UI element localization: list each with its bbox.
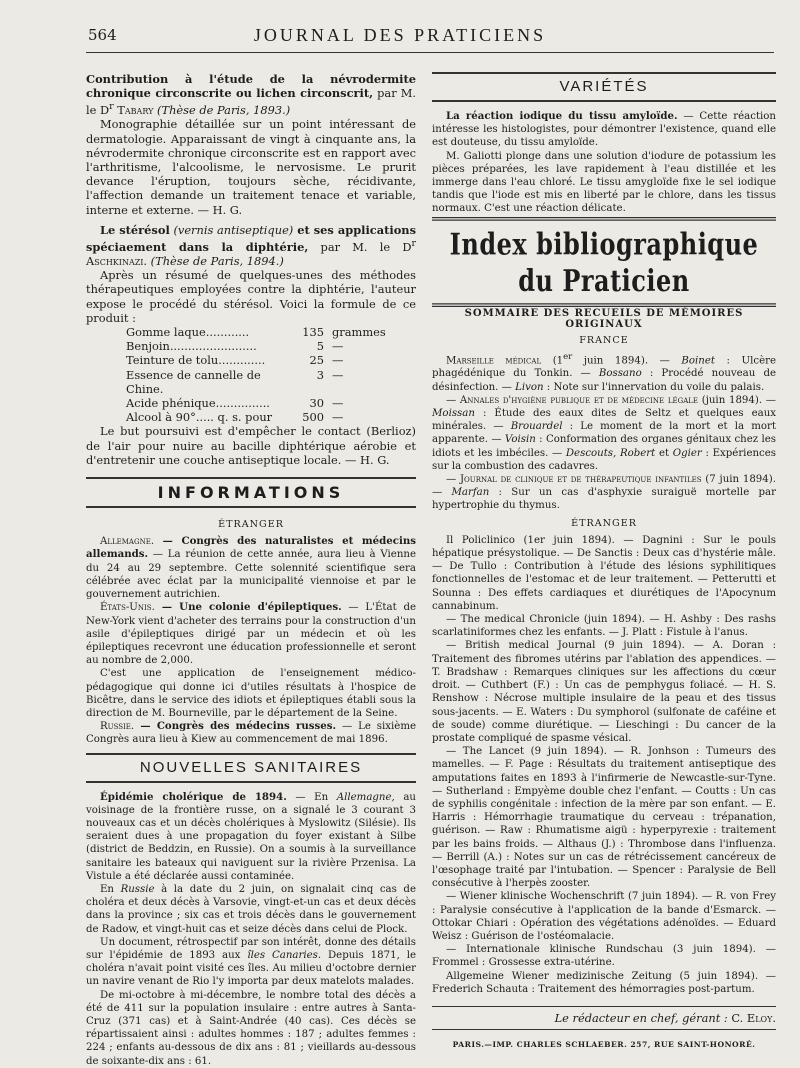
info-text: — La réunion de cette année, aura lieu à Vienne du 24 au 29 septembre. Cette solennité scientifique sera célébrée avec éclat par la municipalité viennoise et par le gouvernement autrichien.: [86, 549, 416, 601]
running-head: JOURNAL DES PRATICIENS: [253, 25, 547, 45]
text-run: (juin 1894). —: [698, 394, 776, 406]
author-name: Boinet: [681, 355, 715, 367]
france-section: [432, 351, 776, 513]
author-name: Livon: [515, 381, 544, 393]
art2-source: (Thèse de Paris, 1894.): [147, 254, 284, 269]
author-name: Ogier: [672, 447, 702, 459]
art1-sup: r: [109, 101, 114, 113]
header-rule: [86, 52, 774, 53]
formula-unit: —: [332, 396, 344, 411]
author-name: Voisin: [504, 434, 536, 446]
info-text: — Le sixième Congrès aura lieu à Kiew au commencement de mai 1896.: [86, 721, 417, 746]
formula-qty: 30: [309, 396, 324, 411]
text-run: Allemagne,: [336, 791, 395, 803]
formula-row: [126, 339, 416, 353]
etranger-entry-3: — British medical Journal (9 juin 1894). — A. Doran : Traitement des fibromes utérins par l'ablation des appendices. — T. Bradshaw : Remarques cliniques sur les affections du cœur droit. — Cuthbert (F.) : Un cas de pemphygus foliacé. — H. S. Renshow : Nécrose multiple insulaire de la peau et des tissus sous-jacents. — E. Waters : Du symphorol (sulfonate de caféine et de soude) comme diurétique. — Lieschingi : Du cancer de la prostate compliqué de spasme vésical.: [432, 640, 776, 744]
info-item-paragraph: C'est une application de l'enseignement médico-pédagogique qui donne ici d'utiles résultats à l'hospice de Bicêtre, dans le service des idiots et épileptiques établi sous la direction de M. Bourneville, par le département de la Seine.: [86, 668, 416, 719]
art2-heading: [86, 223, 416, 268]
text-run: Depuis 1871, le choléra n'avait point visité ces îles. Au milieu d'octobre dernier un navire venant de Rio l'y importa par deux matelots malades.: [86, 949, 417, 988]
text-run: et: [655, 447, 673, 459]
france-entry-2: [432, 394, 776, 473]
info-text: — L'État de New-York vient d'acheter des terrains pour la construction d'un asile d'épileptiques dirigé par un médecin et où les épileptiques recevront une éducation professionnelle et seront au nombre de 2,000.: [86, 602, 416, 667]
art2-conclusion: Le but poursuivi est d'empêcher le contact (Berlioz) de l'air pour nuire au bacille diphtérique aérobie et d'entretenir une couche antiseptique locale. — H. G.: [86, 424, 416, 467]
formula-name: Gomme laque............: [126, 325, 250, 340]
varietes-para-1: [432, 110, 776, 150]
art1-body: Monographie détaillée sur un point intéressant de dermatologie. Apparaissant de vingt à cinquante ans, la névrodermite chronique circonscrite est en rapport avec l'arthritisme, l'alcoolisme, le nervosisme. Le prurit devance l'éruption, toujours sèche, récidivante, l'affection demande un traitement tenace et variable, interne et externe. — H. G.: [86, 117, 416, 217]
art2-title-a: Le stérésol: [100, 222, 170, 237]
formula-row: [126, 410, 416, 424]
index-title: Index bibliographique du Praticien: [432, 217, 776, 307]
text-run: En: [100, 883, 121, 895]
info-country: Allemagne.: [100, 536, 155, 548]
editor-signature: [432, 1006, 776, 1030]
varietes-title: La réaction iodique du tissu amyloïde.: [446, 110, 678, 122]
nouvelles-para-3: [86, 936, 416, 989]
text-run: au voisinage de la frontière russe, on a signalé le 3 courant 3 nouveaux cas et un décès cholériques à Myslowitz (Silésie). Ils seraient dues à une propagation du foyer existant à Silbe (district de Beddzin, en Russie). On a soumis à la surveillance sanitaire les bateaux qui naviguent sur la rivière Przenisa. La Vistule a été déclarée aussi contaminée.: [86, 791, 416, 882]
france-entry-1: [432, 351, 776, 394]
text-run: (1: [541, 355, 564, 367]
formula-qty: 135: [302, 325, 324, 340]
formula-qty: 25: [309, 353, 324, 368]
text-run: : Sur un cas d'asphyxie suraiguë mortelle par hypertrophie du thymus.: [432, 487, 776, 512]
art2-body: Après un résumé de quelques-unes des méthodes thérapeutiques employées contre la diphtérie, l'auteur expose le procédé du stérésol. Voici la formule de ce produit :: [86, 268, 416, 325]
formula-name: Teinture de tolu.............: [126, 353, 266, 368]
signature-name: C. Eloy.: [731, 1010, 776, 1025]
journal-name: — Journal de clinique et de thérapeutique infantiles: [446, 474, 702, 486]
formula-name: Acide phénique...............: [126, 396, 270, 411]
info-subheading: ÉTRANGER: [218, 519, 284, 531]
formula-qty: 5: [316, 339, 324, 354]
author-name: Bossano: [598, 368, 642, 380]
left-column: [86, 72, 417, 1067]
info-item-etats-unis: [86, 601, 416, 667]
formula-name: Essence de cannelle de Chine.: [126, 367, 261, 396]
nouvelles-section: [86, 791, 416, 1068]
etranger-entry-5: — Wiener klinische Wochenschrift (7 juin 1894). — R. von Frey : Paralysie consécutive à l'application de la bande d'Esmarck. — Ottokar Chiari : Opération des végétations adénoïdes. — Eduard Weisz : Guérison de l'ostéomalacie.: [432, 891, 776, 942]
etranger-subheading: ÉTRANGER: [571, 517, 637, 529]
text-run: : Étude des eaux dites de Seltz et quelques eaux minérales. —: [432, 408, 776, 433]
etranger-entry-6: — Internationale klinische Rundschau (3 juin 1894). — Frommel : Grossesse extra-utérine.: [432, 944, 776, 969]
text-run: er: [563, 351, 573, 362]
varietes-heading: VARIÉTÉS: [432, 72, 776, 102]
text-run: : Ulcère phagédénique du Tonkin. —: [432, 355, 776, 380]
formula-row: [126, 396, 416, 410]
text-run: (7 juin 1894). —: [432, 474, 776, 499]
formula-row: [126, 368, 416, 396]
text-run: Un document, rétrospectif par son intérêt, donne des détails sur l'épidémie de 1893 aux: [86, 936, 416, 961]
etranger-section: [432, 534, 776, 996]
art2-title-b: et ses applications spéciaement dans la diphtérie,: [86, 222, 417, 254]
france-entry-3: [432, 473, 776, 513]
signature-label: Le rédacteur en chef, gérant :: [554, 1010, 732, 1025]
formula-qty: 3: [316, 367, 324, 382]
info-item-allemagne: [86, 535, 416, 601]
page-number: 564: [88, 26, 117, 44]
index-subtitle: SOMMAIRE DES RECUEILS DE MÉMOIRES ORIGINAUX: [464, 307, 744, 330]
art1-source: (Thèse de Paris, 1893.): [153, 103, 291, 118]
text-run: Russie: [120, 883, 155, 895]
etranger-entry-1: Il Policlinico (1er juin 1894). — Dagnini : Sur le pouls hépatique présystolique. — De Sanctis : Deux cas d'hystérie mâle. — De Tullo : Contribution à l'étude des lésions syphilitiques fonctionnelles de l'estomac et de leur traitement. — Petterutti et Sounna : Des effets cardiaques et diurétiques de l'Apocynum cannabinum.: [432, 534, 776, 612]
formula-table: [126, 325, 416, 424]
art2-author: Aschkinazi.: [86, 254, 148, 269]
text-run: — Cette réaction intéresse les histologistes, pour démontrer l'existence, quand elle est douteuse, du tissu amyloïde.: [432, 111, 776, 149]
art1-heading: [86, 72, 416, 117]
author-name: Brouardel: [510, 421, 563, 433]
text-run: : Le moment de la mort et la mort apparente. —: [432, 421, 776, 446]
art1-by: par M. le D: [86, 86, 416, 118]
formula-name: Benjoin........................: [126, 339, 257, 354]
text-run: : Note sur l'innervation du voile du palais.: [543, 381, 765, 393]
formula-unit: —: [332, 410, 344, 425]
info-title: — Congrès des naturalistes et médecins allemands.: [86, 535, 416, 561]
journal-name: — Annales d'hygiène publique et de médecine légale: [446, 394, 699, 406]
art1-title: Contribution à l'étude de la névrodermite chronique circonscrite ou lichen circonscrit,: [86, 72, 416, 101]
formula-unit: —: [332, 353, 344, 368]
informations-heading: INFORMATIONS: [86, 477, 416, 508]
formula-unit: grammes: [332, 325, 386, 340]
text-run: — En: [286, 791, 337, 803]
author-name: Marfan: [451, 487, 490, 499]
text-run: juin 1894). —: [572, 355, 682, 367]
info-title: — Congrès des médecins russes.: [134, 720, 337, 733]
text-run: : Conformation des organes génitaux chez les idiots et les imbéciles. —: [432, 434, 776, 459]
etranger-entry-4: — The Lancet (9 juin 1894). — R. Jonhson : Tumeurs des mamelles. — F. Page : Résultats du traitement antiseptique des amputations faites en 1893 à l'infirmerie de Newcastle-sur-Tyne. — Sutherland : Empyème double chez l'enfant. — Coutts : Un cas de syphilis congénitale : infection de la mère par son enfant. — E. Harris : Hémorrhagie traumatique du cerveau : trépanation, guérison. — Raw : Rhumatisme aigü : hyperpyrexie : traitement par les bains froids. — Althaus (J.) : Thrombose dans l'influenza. — Berrill (A.) : Notes sur un cas de rétrécissement cancéreux de l'œsophage traité par l'intubation. — Spencer : Paralysie de Bell consécutive à l'herpès zooster.: [432, 746, 776, 890]
formula-unit: —: [332, 339, 344, 354]
text-run: : Expériences sur la combustion des cadavres.: [432, 447, 776, 472]
right-column: [432, 72, 776, 1049]
info-country: États-Unis.: [100, 602, 155, 614]
info-country: Russie.: [100, 721, 135, 733]
art2-by: par M. le D: [308, 239, 412, 254]
info-title: — Une colonie d'épileptiques.: [154, 601, 342, 614]
varietes-para-2: M. Galiotti plonge dans une solution d'iodure de potassium les pièces préparées, les lave rapidement à l'eau distillée et les immerge dans l'eau chloré. Le tissu amygloïde fixe le sel iodique tandis que l'iode est mis en liberté par le chlore, dans les tissus normaux. C'est une réaction délicate.: [432, 150, 776, 215]
etranger-entry-2: — The medical Chronicle (juin 1894). — H. Ashby : Des rashs scarlatiniformes chez les enfants. — J. Platt : Fistule à l'anus.: [432, 614, 776, 639]
nouvelles-para-4: De mi-octobre à mi-décembre, le nombre total des décès a été de 411 sur la population insulaire : entre autres à Santa-Cruz (371 cas) et à Saint-Andrée (40 cas). Ces décès se répartissaient ainsi : adultes hommes : 187 ; adultes femmes : 224 ; enfants au-dessous de dix ans : 81 ; vieillards au-dessous de soixante-dix ans : 61.: [86, 989, 416, 1067]
nouvelles-title: Épidémie cholérique de 1894.: [100, 790, 287, 803]
art2-sup: r: [411, 238, 416, 250]
france-subheading: FRANCE: [579, 334, 629, 346]
info-item-russie: [86, 720, 416, 746]
nouvelles-heading: NOUVELLES SANITAIRES: [86, 753, 416, 783]
author-name: Descouts, Robert: [565, 447, 656, 459]
formula-row: [126, 325, 416, 339]
formula-qty: 500: [302, 410, 324, 425]
varietes-section: [432, 110, 776, 216]
text-run: : Procédé nouveau de désinfection. —: [432, 368, 776, 393]
info-section: [86, 535, 416, 746]
journal-name: Marseille médical: [446, 355, 542, 367]
etranger-entry-7: Allgemeine Wiener medizinische Zeitung (5 juin 1894). — Frederich Schauta : Traitement des hémorragies post-partum.: [432, 970, 776, 995]
author-name: Moissan: [432, 408, 475, 420]
formula-row: [126, 353, 416, 367]
nouvelles-para-1: [86, 791, 416, 883]
formula-name: Alcool à 90°..... q. s. pour: [126, 410, 273, 425]
art2-title-i: (vernis antiseptique): [169, 222, 294, 237]
text-run: à la date du 2 juin, on signalait cinq cas de choléra et deux décès à Varsovie, vingt-et-un cas et deux décès dans la province ; six cas et trois décès dans le gouvernement de Radow, et vingt-huit cas et seize décès dans celui de Plock.: [86, 883, 416, 935]
formula-unit: —: [332, 367, 344, 382]
art1-author: Tabary: [113, 103, 154, 118]
text-run: îles Canaries.: [247, 949, 322, 961]
nouvelles-para-2: [86, 883, 416, 936]
printer-imprint: PARIS.—IMP. CHARLES SCHLAEBER. 257, RUE SAINT-HONORÉ.: [452, 1039, 756, 1049]
